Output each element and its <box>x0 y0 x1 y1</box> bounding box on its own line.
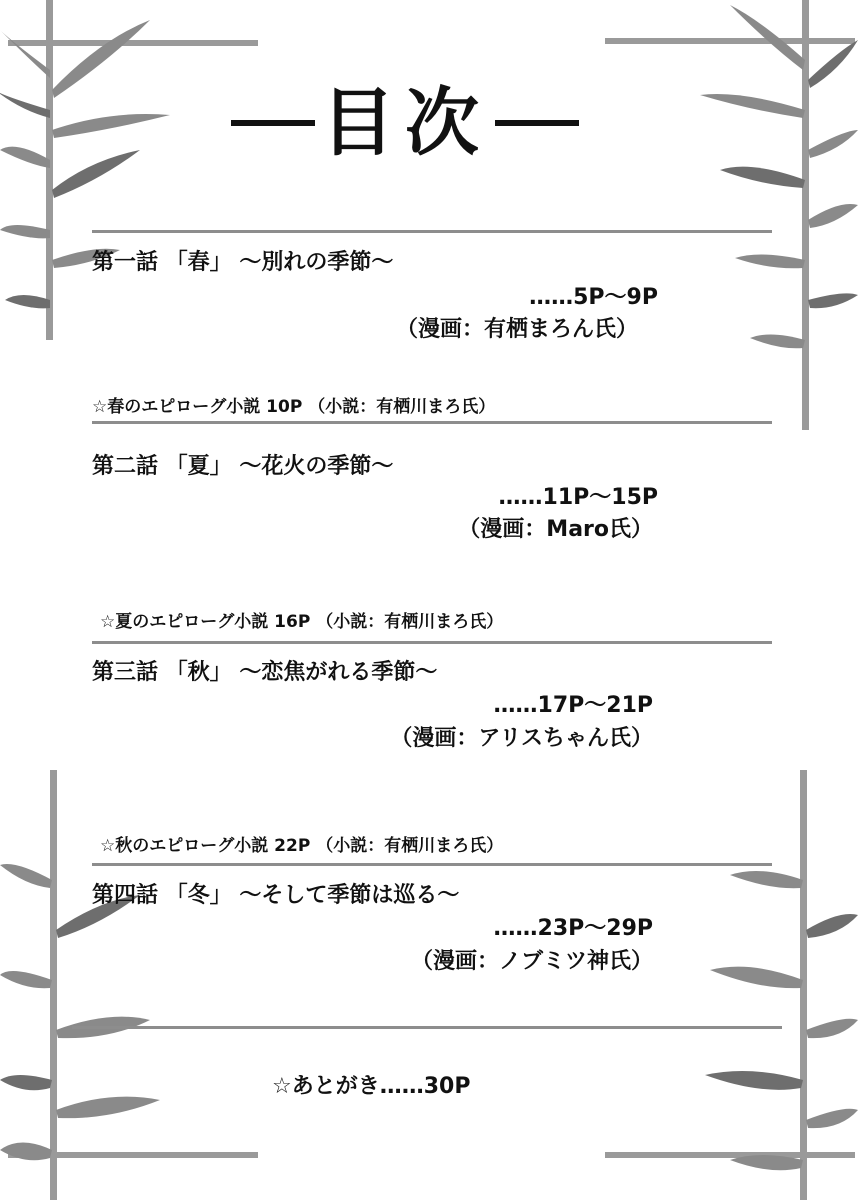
section-divider <box>92 863 772 866</box>
bamboo-top-left-icon <box>0 0 258 340</box>
epilogue-entry: ☆夏のエピローグ小説 16P （小説：有栖川まろ氏） <box>100 612 504 632</box>
afterword-entry: ☆あとがき……30P <box>272 1074 471 1099</box>
chapter-author: （漫画：有栖まろん氏） <box>395 317 638 342</box>
page-title: 目次 <box>321 80 489 166</box>
title-row <box>225 78 585 168</box>
section-divider <box>72 1026 782 1029</box>
title-dash-right <box>495 120 579 126</box>
bamboo-bottom-right-icon <box>605 770 858 1200</box>
chapter-author: （漫画：Maro氏） <box>458 517 653 542</box>
chapter-pages: ……17P～21P <box>493 693 653 718</box>
chapter-title: 第二話 「夏」 ～花火の季節～ <box>92 454 394 479</box>
chapter-pages: ……5P～9P <box>529 285 658 310</box>
epilogue-entry: ☆秋のエピローグ小説 22P （小説：有栖川まろ氏） <box>100 836 504 856</box>
chapter-pages: ……11P～15P <box>498 485 658 510</box>
epilogue-entry: ☆春のエピローグ小説 10P （小説：有栖川まろ氏） <box>92 397 496 417</box>
chapter-pages: ……23P～29P <box>493 916 653 941</box>
chapter-title: 第四話 「冬」 ～そして季節は巡る～ <box>92 883 460 908</box>
chapter-title: 第一話 「春」 ～別れの季節～ <box>92 250 394 275</box>
section-divider <box>92 641 772 644</box>
title-dash-left <box>231 120 315 126</box>
bamboo-top-right-icon <box>605 0 858 430</box>
chapter-title: 第三話 「秋」 ～恋焦がれる季節～ <box>92 660 438 685</box>
chapter-author: （漫画：ノブミツ神氏） <box>410 949 653 974</box>
section-divider <box>92 230 772 233</box>
chapter-author: （漫画：アリスちゃん氏） <box>390 726 653 751</box>
section-divider <box>92 421 772 424</box>
